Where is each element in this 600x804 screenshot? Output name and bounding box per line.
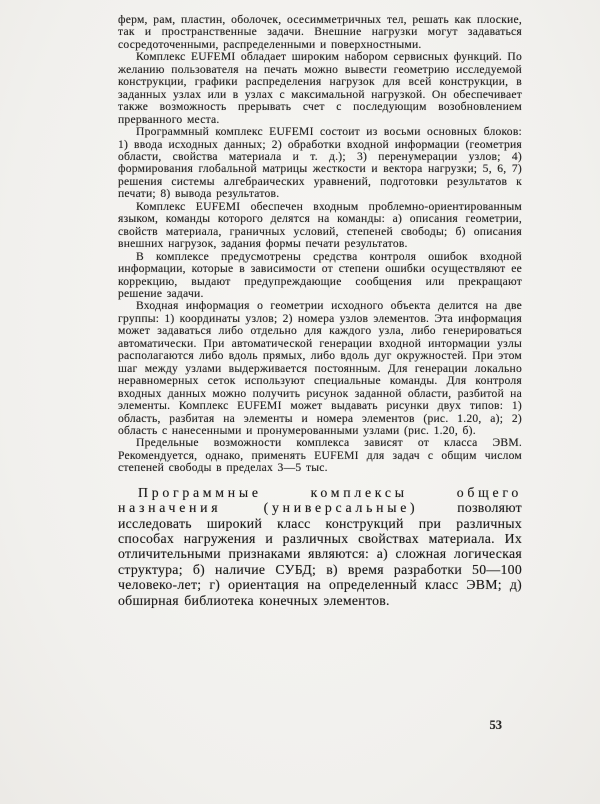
paragraph-limits: Предельные возможности комплекса зависят от класса ЭВМ. Рекомендуется, однако, применять EUFEMI для задач с общим числом степеней свободы в пределах 3—5 тыс. (118, 436, 522, 475)
section-body-text: позволяют исследовать широкий класс конструкций при различных способах нагружения и различных свойствах материала. Их отличительными признаками являются: а) сложная логическая структура; б) наличие СУБД; в) время разработки 50—100 человеко-лет; г) ориентация на определенный класс ЭВМ; д) обширная библиотека конечных элементов. (118, 500, 522, 608)
paragraph-general-purpose-complexes (118, 485, 522, 608)
paragraph-continuation: ферм, рам, пластин, оболочек, осесимметричных тел, решать как плоские, так и пространственные задачи. Внешние нагрузки могут задаваться сосредоточенными, распределенными и поверхностными. (118, 13, 522, 51)
paragraph-input-geometry: Входная информация о геометрии исходного объекта делится на две группы: 1) координаты узлов; 2) номера узлов элементов. Эта информация может задаваться либо отдельно для каждого узла, либо генерироваться автоматически. При автоматической генерации входной интормации узлы располагаются либо вдоль прямых, либо вдоль дуг окружностей. При этом шаг между узлами выдерживается постоянным. Для генерации локально неравномерных сеток используют специальные команды. Для контроля входных данных можно получить рисунок заданной области, разбитой на элементы. Комплекс EUFEMI может выдавать рисунки двух типов: 1) область, разбитая на элементы и номера элементов (рис. 1.20, а); 2) область с нанесенными и пронумерованными узлами (рис. 1.20, б). (118, 299, 522, 437)
paragraph-eufemi-eight-blocks: Программный комплекс EUFEMI состоит из восьми основных блоков: 1) ввода исходных данных; 2) обработки входной информации (геометрия области, свойства материала и т. д.); 3) перенумерации узлов; 4) формирования глобальной матрицы жесткости и вектора нагрузки; 5, 6, 7) решения системы алгебраических уравнений, подготовки результатов к печати; 8) вывода результатов. (118, 125, 522, 201)
paragraph-eufemi-input-language: Комплекс EUFEMI обеспечен входным проблемно-ориентированным языком, команды которого делятся на команды: а) описания геометрии, свойств материала, граничных условий, степеней свободы; б) описания внешних нагрузок, задания формы печати результатов. (118, 199, 522, 251)
section-lead-spaced-text: Программные комплексы общего назначения (универсальные) (118, 484, 522, 516)
paragraph-error-control: В комплексе предусмотрены средства контроля ошибок входной информации, которые в зависимости от степени ошибки осуществляют ее коррекцию, выдают предупреждающие сообщения или прекращают решение задачи. (118, 249, 522, 300)
text-column (118, 14, 522, 608)
paragraph-eufemi-service-functions: Комплекс EUFEMI обладает широким набором сервисных функций. По желанию пользователя на печать можно вывести геометрию исследуемой конструкции, графики распределения нагрузок для всей конструкции, в заданных узлах или в узлах с максимальной нагрузкой. Он обеспечивает также возможность прерывать счет с последующим возобновлением прерванного места. (118, 50, 522, 126)
page-number: 53 (489, 718, 502, 732)
